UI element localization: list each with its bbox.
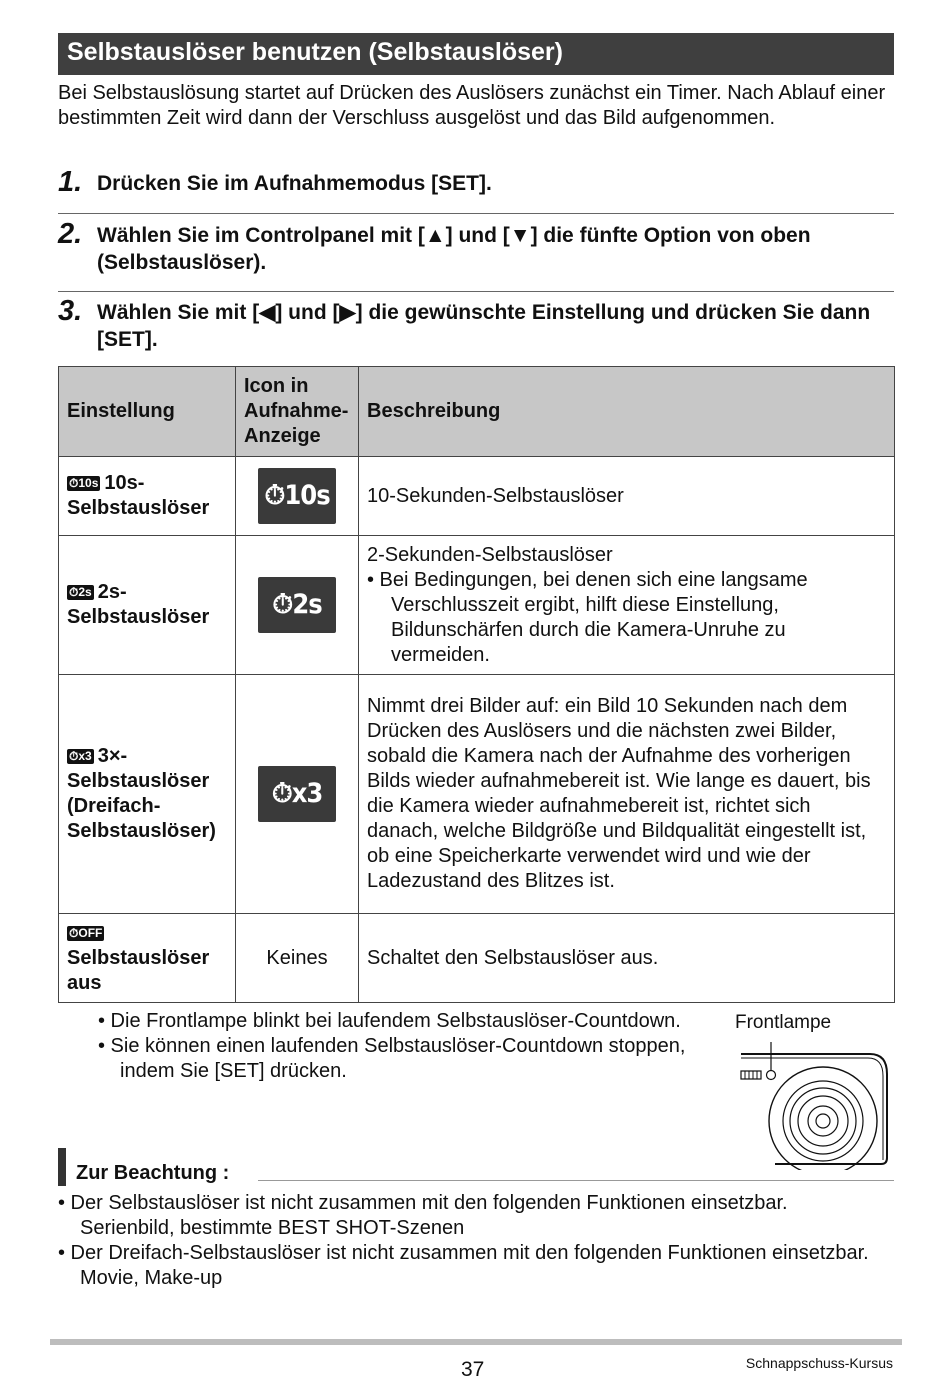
timer-2s-display-icon: ⏱2s xyxy=(258,577,336,633)
step-text: Wählen Sie im Controlpanel mit [▲] und [▼] die fünfte Option von oben (Selbstauslöser). xyxy=(97,224,811,274)
section-title: Selbstauslöser benutzen (Selbstauslöser) xyxy=(58,33,894,75)
table-row xyxy=(59,675,895,914)
beachtung-detail: Serienbild, bestimmte BEST SHOT-Szenen xyxy=(80,1217,465,1239)
description-cell: Nimmt drei Bilder auf: ein Bild 10 Sekunden nach dem Drücken des Auslösers und die nächsten zwei Bilder, sobald die Kamera nach der Aufnahme des vorherigen Bilds wieder aufnahmebereit ist. Wie lange es dauert, bis die Kamera wieder aufnahmebereit ist, richtet sich danach, welche Bildgröße und Bildqualität eingestellt ist, ob eine Speicherkarte verwendet wird und wie der Ladezustand des Blitzes ist. xyxy=(359,675,895,914)
divider xyxy=(58,213,894,214)
divider xyxy=(258,1180,894,1181)
settings-table xyxy=(58,366,895,1003)
description-text: 2-Sekunden-Selbstauslöser xyxy=(367,543,613,566)
step-2 xyxy=(58,218,894,276)
step-number: 3. xyxy=(58,295,83,327)
header-einstellung: Einstellung xyxy=(59,367,236,457)
step-number: 2. xyxy=(58,218,83,250)
header-icon: Icon in Aufnahme-Anzeige xyxy=(236,367,359,457)
icon-cell xyxy=(236,536,359,675)
description-cell: Schaltet den Selbstauslöser aus. xyxy=(359,914,895,1003)
setting-label: Selbstauslöser aus xyxy=(67,946,210,994)
timer-x3-display-icon: ⏱x3 xyxy=(258,766,336,822)
setting-label: 2s-Selbstauslöser xyxy=(67,581,210,628)
footer-rule xyxy=(50,1339,902,1345)
timer-2s-icon: ⏱2s xyxy=(69,585,92,599)
note-item: • Sie können einen laufenden Selbstauslöser-Countdown stoppen, indem Sie [SET] drücken. xyxy=(98,1035,686,1082)
description-bullet: • Bei Bedingungen, bei denen sich eine langsame Verschlusszeit ergibt, hilft diese Einstellung, Bildunschärfen durch die Kamera-Unruhe zu vermeiden. xyxy=(367,568,808,666)
icon-cell: Keines xyxy=(236,914,359,1003)
table-row xyxy=(59,536,895,675)
setting-label: 10s-Selbstauslöser xyxy=(67,472,210,519)
header-beschreibung: Beschreibung xyxy=(359,367,895,457)
step-3 xyxy=(58,295,894,353)
divider xyxy=(58,291,894,292)
step-text: Wählen Sie mit [◀] und [▶] die gewünschte Einstellung und drücken Sie dann [SET]. xyxy=(97,301,871,351)
notes-list xyxy=(98,1009,698,1084)
setting-cell xyxy=(59,675,236,914)
description-cell xyxy=(359,536,895,675)
table-header-row xyxy=(59,367,895,457)
setting-label: 3×-Selbstauslöser (Dreifach-Selbstauslöser) xyxy=(67,745,216,842)
beachtung-detail: Movie, Make-up xyxy=(80,1267,223,1289)
frontlamp-label: Frontlampe xyxy=(735,1012,832,1033)
setting-cell xyxy=(59,536,236,675)
beachtung-item: • Der Dreifach-Selbstauslöser ist nicht zusammen mit den folgenden Funktionen einsetzbar. xyxy=(58,1242,869,1264)
timer-x3-icon: ⏱x3 xyxy=(69,749,92,763)
icon-cell xyxy=(236,457,359,536)
setting-cell xyxy=(59,457,236,536)
beachtung-list xyxy=(58,1191,898,1291)
beachtung-title: Zur Beachtung : xyxy=(76,1162,230,1184)
table-row xyxy=(59,457,895,536)
table-row xyxy=(59,914,895,1003)
step-1 xyxy=(58,166,894,198)
step-text: Drücken Sie im Aufnahmemodus [SET]. xyxy=(97,172,492,195)
description-cell: 10-Sekunden-Selbstauslöser xyxy=(359,457,895,536)
setting-cell xyxy=(59,914,236,1003)
step-number: 1. xyxy=(58,166,83,198)
icon-cell xyxy=(236,675,359,914)
intro-paragraph: Bei Selbstauslösung startet auf Drücken des Auslösers zunächst ein Timer. Nach Ablauf einer bestimmten Zeit wird dann der Verschluss ausgelöst und das Bild aufgenommen. xyxy=(58,82,886,129)
footer-section-label: Schnappschuss-Kursus xyxy=(745,1355,893,1371)
camera-front-icon xyxy=(735,1040,890,1170)
timer-10s-display-icon: ⏱10s xyxy=(258,468,336,524)
note-marker-bar xyxy=(58,1148,66,1186)
beachtung-item: • Der Selbstauslöser ist nicht zusammen mit den folgenden Funktionen einsetzbar. xyxy=(58,1192,788,1214)
timer-off-icon: ⏱OFF xyxy=(69,925,103,940)
timer-10s-icon: ⏱10s xyxy=(69,476,99,490)
note-item: • Die Frontlampe blinkt bei laufendem Selbstauslöser-Countdown. xyxy=(98,1010,681,1032)
page-number: 37 xyxy=(461,1358,485,1381)
